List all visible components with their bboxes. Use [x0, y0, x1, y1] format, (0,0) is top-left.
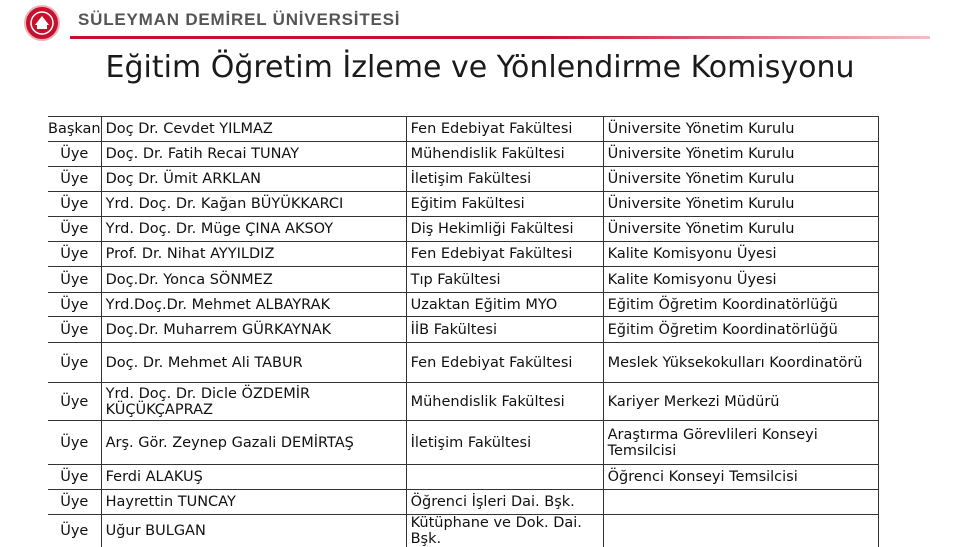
member-board: Meslek Yüksekokulları Koordinatörü	[603, 343, 878, 383]
member-name: Yrd. Doç. Dr. Dicle ÖZDEMİR KÜÇÜKÇAPRAZ	[101, 383, 406, 421]
member-board: Kalite Komisyonu Üyesi	[603, 242, 878, 267]
member-name: Doç Dr. Ümit ARKLAN	[101, 167, 406, 192]
member-name: Hayrettin TUNCAY	[101, 490, 406, 515]
member-board: Kariyer Merkezi Müdürü	[603, 383, 878, 421]
member-role: Üye	[48, 242, 101, 267]
member-name: Arş. Gör. Zeynep Gazali DEMİRTAŞ	[101, 421, 406, 465]
table-row	[48, 192, 878, 217]
member-name: Yrd. Doç. Dr. Müge ÇINA AKSOY	[101, 217, 406, 242]
table-row	[48, 343, 878, 383]
university-logo-icon	[24, 5, 60, 41]
member-faculty: Kütüphane ve Dok. Dai. Bşk.	[406, 515, 603, 547]
member-board	[603, 490, 878, 515]
table-row	[48, 490, 878, 515]
member-board: Üniversite Yönetim Kurulu	[603, 142, 878, 167]
member-board: Eğitim Öğretim Koordinatörlüğü	[603, 293, 878, 317]
member-board: Üniversite Yönetim Kurulu	[603, 167, 878, 192]
member-role: Üye	[48, 317, 101, 343]
member-role: Üye	[48, 343, 101, 383]
member-name: Doç. Dr. Mehmet Ali TABUR	[101, 343, 406, 383]
member-board: Öğrenci Konseyi Temsilcisi	[603, 465, 878, 490]
member-name: Uğur BULGAN	[101, 515, 406, 547]
table-row	[48, 267, 878, 293]
member-name: Ferdi ALAKUŞ	[101, 465, 406, 490]
table-row	[48, 117, 878, 142]
table-row	[48, 515, 878, 547]
member-board: Araştırma Görevlileri Konseyi Temsilcisi	[603, 421, 878, 465]
slide-header	[0, 0, 960, 44]
member-board: Eğitim Öğretim Koordinatörlüğü	[603, 317, 878, 343]
member-faculty: Eğitim Fakültesi	[406, 192, 603, 217]
member-role: Üye	[48, 490, 101, 515]
member-role: Üye	[48, 142, 101, 167]
header-rule	[70, 36, 930, 39]
member-board: Üniversite Yönetim Kurulu	[603, 217, 878, 242]
table-row	[48, 142, 878, 167]
member-faculty: Tıp Fakültesi	[406, 267, 603, 293]
table-row	[48, 421, 878, 465]
member-board: Üniversite Yönetim Kurulu	[603, 117, 878, 142]
member-role: Üye	[48, 465, 101, 490]
member-faculty: Mühendislik Fakültesi	[406, 142, 603, 167]
member-name: Doç.Dr. Muharrem GÜRKAYNAK	[101, 317, 406, 343]
member-board: Kalite Komisyonu Üyesi	[603, 267, 878, 293]
member-name: Doç.Dr. Yonca SÖNMEZ	[101, 267, 406, 293]
table-row	[48, 383, 878, 421]
member-faculty: İİB Fakültesi	[406, 317, 603, 343]
table-row	[48, 465, 878, 490]
member-faculty: Diş Hekimliği Fakültesi	[406, 217, 603, 242]
member-faculty: İletişim Fakültesi	[406, 167, 603, 192]
member-name: Doç Dr. Cevdet YILMAZ	[101, 117, 406, 142]
member-faculty: İletişim Fakültesi	[406, 421, 603, 465]
university-name: SÜLEYMAN DEMİREL ÜNİVERSİTESİ	[78, 10, 400, 30]
member-faculty	[406, 465, 603, 490]
member-role: Üye	[48, 192, 101, 217]
member-role: Üye	[48, 421, 101, 465]
member-board	[603, 515, 878, 547]
member-name: Doç. Dr. Fatih Recai TUNAY	[101, 142, 406, 167]
member-faculty: Mühendislik Fakültesi	[406, 383, 603, 421]
member-faculty: Fen Edebiyat Fakültesi	[406, 343, 603, 383]
member-role: Üye	[48, 167, 101, 192]
member-faculty: Fen Edebiyat Fakültesi	[406, 117, 603, 142]
member-name: Yrd. Doç. Dr. Kağan BÜYÜKKARCI	[101, 192, 406, 217]
member-role: Üye	[48, 217, 101, 242]
table-row	[48, 317, 878, 343]
member-faculty: Uzaktan Eğitim MYO	[406, 293, 603, 317]
table-row	[48, 293, 878, 317]
table-row	[48, 167, 878, 192]
member-name: Prof. Dr. Nihat AYYILDIZ	[101, 242, 406, 267]
member-faculty: Öğrenci İşleri Dai. Bşk.	[406, 490, 603, 515]
member-role: Başkan	[48, 117, 101, 142]
member-name: Yrd.Doç.Dr. Mehmet ALBAYRAK	[101, 293, 406, 317]
member-board: Üniversite Yönetim Kurulu	[603, 192, 878, 217]
table-row	[48, 217, 878, 242]
table-row	[48, 242, 878, 267]
member-role: Üye	[48, 383, 101, 421]
member-faculty: Fen Edebiyat Fakültesi	[406, 242, 603, 267]
slide-title: Eğitim Öğretim İzleme ve Yönlendirme Komisyonu	[0, 50, 960, 85]
committee-table	[48, 116, 879, 547]
member-role: Üye	[48, 515, 101, 547]
member-role: Üye	[48, 267, 101, 293]
member-role: Üye	[48, 293, 101, 317]
